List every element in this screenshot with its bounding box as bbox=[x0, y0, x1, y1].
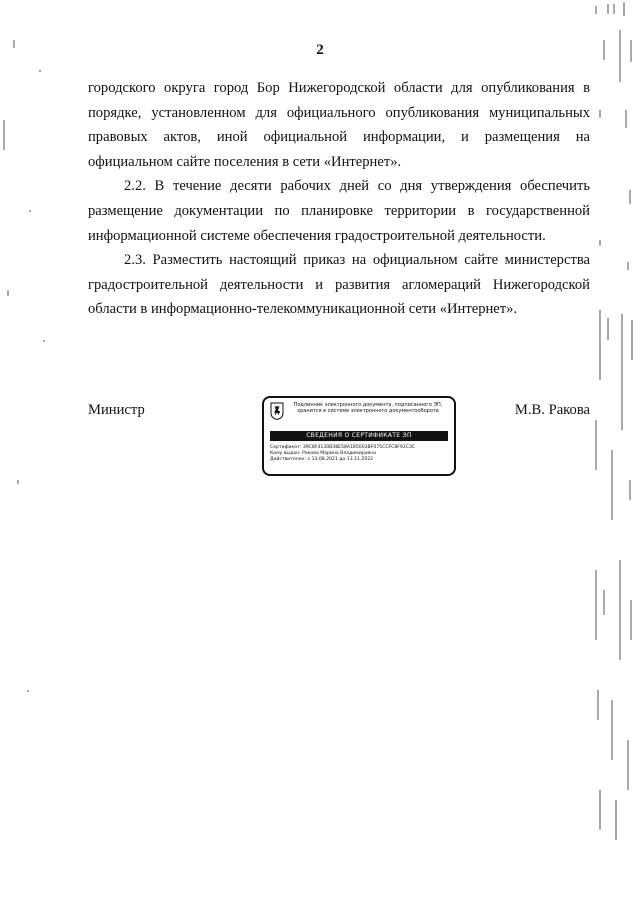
paragraph-2-2: 2.2. В течение десяти рабочих дней со дня утверждения обеспечить размещение документации по планировке территории в государственной информационной системе обеспечения градостроительной деятельности. bbox=[88, 178, 590, 244]
signatory-name: М.В. Ракова bbox=[514, 402, 590, 418]
stamp-valid-row bbox=[270, 457, 448, 463]
stamp-note: Подлинник электронного документа, подписанного ЭП, хранится в системе электронного документооборота bbox=[293, 402, 443, 415]
paragraph-2-3: 2.3. Разместить настоящий приказ на официальном сайте министерства градостроительной деятельности и развития агломераций Нижегородской области в информационно-телекоммуникационной сети «Интернет». bbox=[88, 252, 590, 318]
stamp-certificate-label: Сертификат: bbox=[270, 445, 302, 450]
stamp-details bbox=[270, 445, 448, 463]
electronic-signature-stamp bbox=[262, 396, 456, 476]
stamp-issued-to-value: Ракова Марина Владимировна bbox=[302, 451, 376, 456]
signature-block bbox=[88, 396, 590, 486]
stamp-certificate-value: 39C8F4130B38E58A185003BF075CCFC8F92C3C bbox=[302, 445, 416, 450]
stamp-valid-label: Действителен: bbox=[270, 457, 307, 462]
paragraph-continuation: городского округа город Бор Нижегородской области для опубликования в порядке, установленном для официального опубликования муниципальных правовых актов, иной официальной информации, и размещения на официальном сайте поселения в сети «Интернет». bbox=[88, 80, 590, 170]
stamp-valid-value: с 13.08.2021 до 13.11.2022 bbox=[307, 457, 374, 462]
stamp-certificate-heading: СВЕДЕНИЯ О СЕРТИФИКАТЕ ЭП bbox=[270, 431, 448, 441]
stamp-issued-to-label: Кому выдан: bbox=[270, 451, 301, 456]
stamp-header bbox=[270, 402, 448, 426]
nizhny-novgorod-deer-emblem-icon bbox=[270, 402, 284, 420]
signatory-title: Министр bbox=[88, 402, 145, 418]
page-number: 2 bbox=[316, 42, 324, 58]
document-body bbox=[88, 76, 590, 322]
